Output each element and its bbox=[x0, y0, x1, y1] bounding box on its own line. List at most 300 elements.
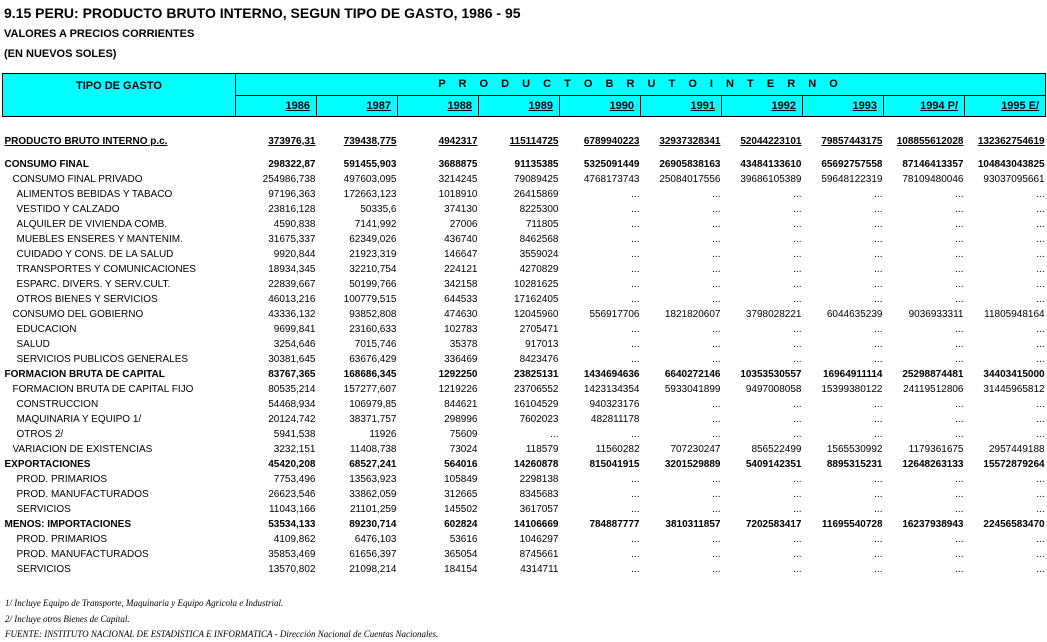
value-cell: 8895315231 bbox=[826, 459, 883, 470]
table-row bbox=[3, 187, 1046, 202]
value-cell: 61656,397 bbox=[349, 549, 397, 560]
value-cell: 254986,738 bbox=[262, 174, 316, 185]
value-cell: 17162405 bbox=[514, 294, 559, 305]
row-label: CONSTRUCCION bbox=[16, 399, 99, 410]
value-cell: ... bbox=[793, 324, 802, 335]
value-cell: 132362754619 bbox=[977, 135, 1045, 147]
value-cell: ... bbox=[1036, 399, 1045, 410]
value-cell: ... bbox=[955, 504, 964, 515]
value-cell: ... bbox=[874, 474, 883, 485]
value-cell: 11043,166 bbox=[268, 504, 316, 515]
value-cell: ... bbox=[631, 249, 640, 260]
value-cell: 436740 bbox=[444, 234, 478, 245]
value-cell: 4942317 bbox=[438, 135, 478, 147]
value-cell: 15572879264 bbox=[983, 459, 1045, 470]
header-producto-bruto-interno: P R O D U C T O B R U T O I N T E R N O bbox=[236, 74, 1046, 96]
value-cell: ... bbox=[631, 279, 640, 290]
value-cell: 68527,241 bbox=[349, 459, 397, 470]
header-tipo-de-gasto: TIPO DE GASTO bbox=[3, 74, 236, 117]
value-cell: ... bbox=[631, 564, 640, 575]
value-cell: ... bbox=[1036, 294, 1045, 305]
value-cell: 32937328341 bbox=[659, 135, 721, 147]
value-cell: ... bbox=[793, 204, 802, 215]
value-cell: 8462568 bbox=[519, 234, 559, 245]
value-cell: ... bbox=[712, 189, 721, 200]
table-row bbox=[3, 487, 1046, 502]
subtitle-units: (EN NUEVOS SOLES) bbox=[4, 48, 117, 60]
value-cell: 7202583417 bbox=[745, 519, 802, 530]
value-cell: ... bbox=[955, 399, 964, 410]
value-cell: ... bbox=[955, 204, 964, 215]
value-cell: 168686,345 bbox=[343, 369, 397, 380]
value-cell: ... bbox=[874, 279, 883, 290]
value-cell: 184154 bbox=[444, 564, 478, 575]
value-cell: ... bbox=[874, 534, 883, 545]
table-row bbox=[3, 517, 1046, 532]
value-cell: 374130 bbox=[444, 204, 478, 215]
value-cell: 1434694636 bbox=[583, 369, 640, 380]
table-row bbox=[3, 532, 1046, 547]
value-cell: ... bbox=[874, 324, 883, 335]
row-label: SERVICIOS PUBLICOS GENERALES bbox=[16, 354, 189, 365]
value-cell: 20124,742 bbox=[268, 414, 316, 425]
value-cell: 26905838163 bbox=[659, 159, 721, 170]
value-cell: ... bbox=[955, 414, 964, 425]
value-cell: ... bbox=[955, 219, 964, 230]
table-row bbox=[3, 217, 1046, 232]
table-row bbox=[3, 352, 1046, 367]
value-cell: 13570,802 bbox=[268, 564, 316, 575]
value-cell: 63676,429 bbox=[349, 354, 397, 365]
value-cell: 5409142351 bbox=[745, 459, 802, 470]
value-cell: ... bbox=[712, 234, 721, 245]
value-cell: ... bbox=[1036, 354, 1045, 365]
subtitle-prices: VALORES A PRECIOS CORRIENTES bbox=[4, 28, 195, 40]
value-cell: 1179361675 bbox=[908, 444, 964, 455]
value-cell: 1018910 bbox=[438, 189, 478, 200]
value-cell: 35378 bbox=[449, 339, 478, 350]
row-label: ESPARC. DIVERS. Y SERV.CULT. bbox=[16, 279, 171, 290]
value-cell: 15399380122 bbox=[821, 384, 883, 395]
value-cell: ... bbox=[712, 429, 721, 440]
value-cell: ... bbox=[1036, 504, 1045, 515]
value-cell: ... bbox=[955, 429, 964, 440]
value-cell: 62349,026 bbox=[349, 234, 397, 245]
table-row bbox=[3, 157, 1046, 172]
table-row bbox=[3, 472, 1046, 487]
value-cell: 89230,714 bbox=[349, 519, 397, 530]
value-cell: ... bbox=[955, 474, 964, 485]
page-title: 9.15 PERU: PRODUCTO BRUTO INTERNO, SEGUN TIPO DE GASTO, 1986 - 95 bbox=[4, 5, 521, 21]
value-cell: ... bbox=[712, 399, 721, 410]
value-cell: ... bbox=[874, 564, 883, 575]
value-cell: ... bbox=[631, 429, 640, 440]
row-label: FORMACION BRUTA DE CAPITAL bbox=[4, 369, 165, 380]
value-cell: ... bbox=[631, 189, 640, 200]
row-label: CUIDADO Y CONS. DE LA SALUD bbox=[16, 249, 174, 260]
value-cell: ... bbox=[955, 249, 964, 260]
header-year: 1995 E/ bbox=[965, 95, 1046, 117]
value-cell: 3232,151 bbox=[273, 444, 316, 455]
value-cell: 12648263133 bbox=[902, 459, 964, 470]
gdp-table bbox=[2, 73, 1046, 577]
header-year: 1993 bbox=[803, 95, 884, 117]
value-cell: ... bbox=[874, 294, 883, 305]
value-cell: 13563,923 bbox=[349, 474, 397, 485]
table-row bbox=[3, 412, 1046, 427]
value-cell: 75609 bbox=[449, 429, 478, 440]
spacer-row bbox=[3, 149, 1046, 157]
value-cell: ... bbox=[712, 324, 721, 335]
value-cell: 24119512806 bbox=[903, 384, 964, 395]
table-row bbox=[3, 337, 1046, 352]
value-cell: ... bbox=[874, 549, 883, 560]
value-cell: ... bbox=[712, 489, 721, 500]
row-label: CONSUMO DEL GOBIERNO bbox=[12, 309, 144, 320]
table-row bbox=[3, 262, 1046, 277]
value-cell: 118579 bbox=[525, 444, 559, 455]
value-cell: 474630 bbox=[444, 309, 478, 320]
value-cell: 591455,903 bbox=[343, 159, 397, 170]
value-cell: ... bbox=[793, 354, 802, 365]
value-cell: 3214245 bbox=[438, 174, 478, 185]
value-cell: 940323176 bbox=[589, 399, 640, 410]
value-cell: ... bbox=[955, 294, 964, 305]
value-cell: ... bbox=[874, 414, 883, 425]
value-cell: ... bbox=[1036, 264, 1045, 275]
value-cell: 146647 bbox=[444, 249, 478, 260]
value-cell: 9920,844 bbox=[273, 249, 316, 260]
value-cell: 5941,538 bbox=[273, 429, 316, 440]
value-cell: 342158 bbox=[444, 279, 478, 290]
header-year: 1986 bbox=[236, 95, 317, 117]
value-cell: 10353530557 bbox=[740, 369, 802, 380]
table-row bbox=[3, 367, 1046, 382]
value-cell: 6476,103 bbox=[354, 534, 397, 545]
value-cell: ... bbox=[793, 264, 802, 275]
value-cell: ... bbox=[1036, 474, 1045, 485]
value-cell: ... bbox=[793, 249, 802, 260]
value-cell: ... bbox=[1036, 279, 1045, 290]
value-cell: ... bbox=[793, 339, 802, 350]
value-cell: 172663,123 bbox=[343, 189, 397, 200]
value-cell: 4590,838 bbox=[273, 219, 316, 230]
value-cell: ... bbox=[955, 324, 964, 335]
table-row bbox=[3, 307, 1046, 322]
table-header bbox=[3, 74, 1046, 117]
value-cell: 1219226 bbox=[438, 384, 478, 395]
row-label: SERVICIOS bbox=[16, 564, 71, 575]
value-cell: ... bbox=[874, 204, 883, 215]
value-cell: 3254,646 bbox=[273, 339, 316, 350]
value-cell: 365054 bbox=[444, 549, 478, 560]
value-cell: ... bbox=[793, 429, 802, 440]
value-cell: ... bbox=[793, 534, 802, 545]
value-cell: 6789940223 bbox=[583, 135, 640, 147]
value-cell: 102783 bbox=[444, 324, 478, 335]
value-cell: 38371,757 bbox=[349, 414, 397, 425]
value-cell: ... bbox=[1036, 324, 1045, 335]
row-label: VARIACION DE EXISTENCIAS bbox=[12, 444, 153, 455]
value-cell: 5933041899 bbox=[664, 384, 721, 395]
value-cell: ... bbox=[874, 339, 883, 350]
value-cell: 80535,214 bbox=[268, 384, 316, 395]
value-cell: ... bbox=[712, 264, 721, 275]
value-cell: 43484133610 bbox=[740, 159, 802, 170]
value-cell: 11926 bbox=[369, 429, 397, 440]
value-cell: ... bbox=[1036, 249, 1045, 260]
value-cell: ... bbox=[631, 549, 640, 560]
value-cell: 9699,841 bbox=[273, 324, 316, 335]
value-cell: ... bbox=[793, 489, 802, 500]
value-cell: 93852,808 bbox=[349, 309, 397, 320]
value-cell: 21098,214 bbox=[349, 564, 397, 575]
value-cell: ... bbox=[631, 219, 640, 230]
value-cell: 32210,754 bbox=[349, 264, 397, 275]
value-cell: ... bbox=[1036, 429, 1045, 440]
value-cell: 11560282 bbox=[595, 444, 640, 455]
value-cell: ... bbox=[631, 339, 640, 350]
value-cell: 9497008058 bbox=[745, 384, 802, 395]
row-label: MAQUINARIA Y EQUIPO 1/ bbox=[16, 414, 142, 425]
row-label: TRANSPORTES Y COMUNICACIONES bbox=[16, 264, 196, 275]
value-cell: ... bbox=[631, 234, 640, 245]
table-row bbox=[3, 133, 1046, 149]
value-cell: 224121 bbox=[444, 264, 478, 275]
value-cell: 10281625 bbox=[514, 279, 559, 290]
row-label: EXPORTACIONES bbox=[4, 459, 91, 470]
header-year: 1990 bbox=[560, 95, 641, 117]
value-cell: ... bbox=[955, 234, 964, 245]
value-cell: 556917706 bbox=[589, 309, 640, 320]
value-cell: 644533 bbox=[444, 294, 478, 305]
value-cell: 564016 bbox=[444, 459, 478, 470]
value-cell: 844621 bbox=[444, 399, 478, 410]
value-cell: 21101,259 bbox=[349, 504, 397, 515]
value-cell: ... bbox=[793, 474, 802, 485]
header-year: 1994 P/ bbox=[884, 95, 965, 117]
value-cell: ... bbox=[793, 219, 802, 230]
value-cell: 78109480046 bbox=[902, 174, 964, 185]
value-cell: 739438,775 bbox=[343, 135, 397, 147]
footnote-source: FUENTE: INSTITUTO NACIONAL DE ESTADISTICA E INFORMATICA - Dirección Nacional de Cuentas Nacionales. bbox=[5, 629, 439, 639]
value-cell: 1565530992 bbox=[826, 444, 883, 455]
value-cell: 54468,934 bbox=[268, 399, 316, 410]
table-row bbox=[3, 247, 1046, 262]
table-row bbox=[3, 202, 1046, 217]
row-label: MENOS: IMPORTACIONES bbox=[4, 519, 131, 530]
value-cell: ... bbox=[874, 264, 883, 275]
table-row bbox=[3, 322, 1046, 337]
value-cell: ... bbox=[874, 234, 883, 245]
value-cell: 79089425 bbox=[514, 174, 559, 185]
value-cell: 8423476 bbox=[519, 354, 559, 365]
value-cell: 298322,87 bbox=[268, 159, 316, 170]
value-cell: 100779,515 bbox=[343, 294, 397, 305]
value-cell: 482811178 bbox=[590, 414, 640, 425]
value-cell: ... bbox=[793, 189, 802, 200]
table-row bbox=[3, 502, 1046, 517]
value-cell: 105849 bbox=[444, 474, 478, 485]
value-cell: 43336,132 bbox=[268, 309, 316, 320]
row-label: SERVICIOS bbox=[16, 504, 71, 515]
value-cell: 3798028221 bbox=[745, 309, 802, 320]
value-cell: ... bbox=[955, 339, 964, 350]
value-cell: 52044223101 bbox=[740, 135, 802, 147]
row-label: PROD. PRIMARIOS bbox=[16, 474, 108, 485]
value-cell: 815041915 bbox=[589, 459, 640, 470]
value-cell: ... bbox=[874, 354, 883, 365]
value-cell: 45420,208 bbox=[268, 459, 316, 470]
value-cell: 65692757558 bbox=[821, 159, 883, 170]
value-cell: ... bbox=[1036, 204, 1045, 215]
value-cell: 6640272146 bbox=[664, 369, 721, 380]
value-cell: 8745661 bbox=[519, 549, 559, 560]
value-cell: 2298138 bbox=[519, 474, 559, 485]
value-cell: 83767,365 bbox=[268, 369, 316, 380]
value-cell: 91135385 bbox=[514, 159, 559, 170]
row-label: ALIMENTOS BEBIDAS Y TABACO bbox=[16, 189, 173, 200]
value-cell: ... bbox=[1036, 189, 1045, 200]
value-cell: 1423134354 bbox=[583, 384, 640, 395]
value-cell: 8345683 bbox=[519, 489, 559, 500]
value-cell: 18934,345 bbox=[268, 264, 316, 275]
value-cell: ... bbox=[793, 279, 802, 290]
value-cell: 711805 bbox=[525, 219, 559, 230]
value-cell: 5325091449 bbox=[583, 159, 640, 170]
value-cell: 39686105389 bbox=[740, 174, 802, 185]
value-cell: 16104529 bbox=[514, 399, 559, 410]
value-cell: 11805948164 bbox=[984, 309, 1045, 320]
value-cell: ... bbox=[631, 354, 640, 365]
row-label: OTROS 2/ bbox=[16, 429, 64, 440]
value-cell: 26415869 bbox=[514, 189, 559, 200]
value-cell: ... bbox=[874, 249, 883, 260]
value-cell: ... bbox=[712, 249, 721, 260]
value-cell: 3201529889 bbox=[664, 459, 721, 470]
value-cell: ... bbox=[631, 324, 640, 335]
table-row bbox=[3, 442, 1046, 457]
value-cell: 104843043825 bbox=[977, 159, 1045, 170]
value-cell: ... bbox=[712, 279, 721, 290]
value-cell: 298996 bbox=[444, 414, 478, 425]
table-row bbox=[3, 232, 1046, 247]
value-cell: ... bbox=[874, 489, 883, 500]
value-cell: 16964911114 bbox=[822, 369, 883, 380]
value-cell: 8225300 bbox=[519, 204, 559, 215]
value-cell: 11695540728 bbox=[821, 519, 883, 530]
table-row bbox=[3, 547, 1046, 562]
value-cell: ... bbox=[874, 504, 883, 515]
value-cell: 26623,546 bbox=[268, 489, 316, 500]
value-cell: 115114725 bbox=[509, 135, 559, 147]
value-cell: 4314711 bbox=[520, 564, 559, 575]
value-cell: 3617057 bbox=[519, 504, 559, 515]
footnote-2: 2/ Incluye otros Bienes de Capital. bbox=[5, 614, 130, 624]
value-cell: 97196,363 bbox=[268, 189, 316, 200]
value-cell: ... bbox=[793, 549, 802, 560]
value-cell: 50335,6 bbox=[360, 204, 397, 215]
value-cell: ... bbox=[955, 534, 964, 545]
value-cell: ... bbox=[1036, 564, 1045, 575]
value-cell: ... bbox=[874, 219, 883, 230]
value-cell: 145502 bbox=[444, 504, 478, 515]
value-cell: 79857443175 bbox=[821, 135, 883, 147]
value-cell: 25084017556 bbox=[659, 174, 721, 185]
value-cell: ... bbox=[874, 189, 883, 200]
value-cell: 3559024 bbox=[519, 249, 559, 260]
value-cell: ... bbox=[631, 504, 640, 515]
value-cell: 157277,607 bbox=[343, 384, 397, 395]
value-cell: 59648122319 bbox=[821, 174, 883, 185]
value-cell: 1821820607 bbox=[664, 309, 721, 320]
value-cell: ... bbox=[712, 504, 721, 515]
table-row bbox=[3, 427, 1046, 442]
value-cell: ... bbox=[955, 264, 964, 275]
value-cell: ... bbox=[1036, 534, 1045, 545]
table-row bbox=[3, 172, 1046, 187]
value-cell: ... bbox=[712, 339, 721, 350]
value-cell: 14260878 bbox=[514, 459, 559, 470]
row-label: SALUD bbox=[16, 339, 50, 350]
row-label: VESTIDO Y CALZADO bbox=[16, 204, 120, 215]
value-cell: 1046297 bbox=[519, 534, 559, 545]
value-cell: 7015,746 bbox=[354, 339, 397, 350]
value-cell: ... bbox=[712, 414, 721, 425]
value-cell: 35853,469 bbox=[268, 549, 316, 560]
row-label: PRODUCTO BRUTO INTERNO p.c. bbox=[4, 135, 168, 147]
value-cell: 31445965812 bbox=[983, 384, 1045, 395]
value-cell: 31675,337 bbox=[268, 234, 316, 245]
row-label: FORMACION BRUTA DE CAPITAL FIJO bbox=[12, 384, 194, 395]
value-cell: 34403415000 bbox=[983, 369, 1045, 380]
value-cell: ... bbox=[955, 354, 964, 365]
value-cell: 108855612028 bbox=[896, 135, 964, 147]
value-cell: 93037095661 bbox=[983, 174, 1045, 185]
header-year: 1987 bbox=[317, 95, 398, 117]
table-row bbox=[3, 562, 1046, 577]
value-cell: 27006 bbox=[449, 219, 478, 230]
value-cell: 3688875 bbox=[438, 159, 478, 170]
value-cell: ... bbox=[631, 204, 640, 215]
value-cell: ... bbox=[955, 489, 964, 500]
value-cell: 23160,633 bbox=[349, 324, 397, 335]
row-label: OTROS BIENES Y SERVICIOS bbox=[16, 294, 158, 305]
value-cell: 312665 bbox=[444, 489, 478, 500]
value-cell: ... bbox=[631, 264, 640, 275]
value-cell: ... bbox=[631, 489, 640, 500]
value-cell: ... bbox=[793, 414, 802, 425]
value-cell: 11408,738 bbox=[349, 444, 397, 455]
row-label: EDUCACION bbox=[16, 324, 77, 335]
value-cell: 22456583470 bbox=[983, 519, 1045, 530]
value-cell: 1292250 bbox=[438, 369, 478, 380]
value-cell: ... bbox=[712, 219, 721, 230]
header-year: 1989 bbox=[479, 95, 560, 117]
value-cell: ... bbox=[1036, 234, 1045, 245]
value-cell: ... bbox=[793, 504, 802, 515]
row-label: PROD. MANUFACTURADOS bbox=[16, 549, 149, 560]
value-cell: 3810311857 bbox=[665, 519, 721, 530]
value-cell: 33862,059 bbox=[349, 489, 397, 500]
table-row bbox=[3, 397, 1046, 412]
footnote-1: 1/ Incluye Equipo de Transporte, Maquinaria y Equipo Agricola e Industrial. bbox=[5, 598, 284, 608]
value-cell: ... bbox=[955, 564, 964, 575]
row-label: ALQUILER DE VIVIENDA COMB. bbox=[16, 219, 168, 230]
row-label: PROD. MANUFACTURADOS bbox=[16, 489, 149, 500]
value-cell: ... bbox=[550, 429, 559, 440]
value-cell: 21923,319 bbox=[349, 249, 397, 260]
